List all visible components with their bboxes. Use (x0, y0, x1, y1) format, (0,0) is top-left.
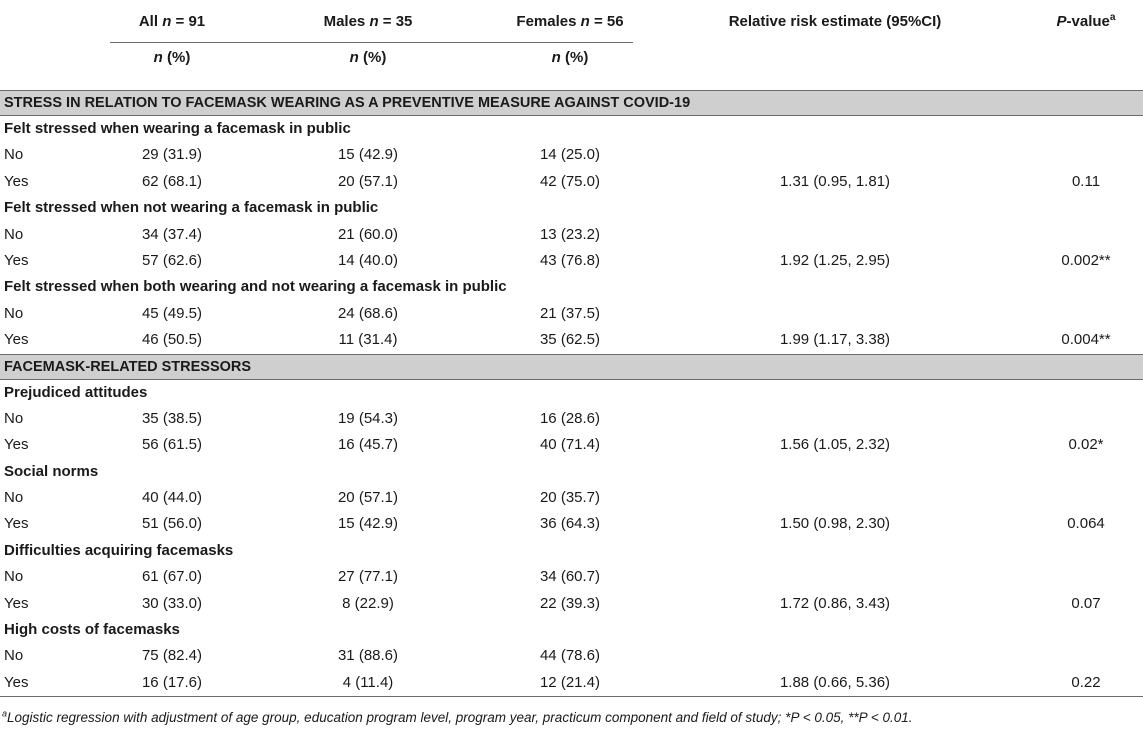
cell-females: 13 (23.2) (539, 225, 601, 243)
cell-all: 30 (33.0) (141, 594, 203, 612)
cell-relative-risk: 1.92 (1.25, 2.95) (779, 251, 891, 269)
cell-males: 8 (22.9) (342, 594, 394, 612)
cell-p-value: 0.22 (1071, 673, 1101, 691)
header-males: Males n = 35 (323, 13, 413, 30)
cell-relative-risk: 1.31 (0.95, 1.81) (779, 172, 891, 190)
cell-relative-risk: 1.99 (1.17, 3.38) (779, 331, 891, 349)
cell-all: 51 (56.0) (141, 515, 203, 533)
row-label: Yes (4, 331, 29, 349)
cell-males: 4 (11.4) (342, 673, 394, 691)
cell-p-value: 0.07 (1071, 594, 1101, 612)
cell-all: 35 (38.5) (141, 409, 203, 427)
question-row (0, 274, 1143, 300)
cell-p-value: 0.002** (1061, 251, 1111, 269)
question-row (0, 617, 1143, 643)
row-label: Yes (4, 673, 29, 691)
cell-females: 12 (21.4) (539, 673, 601, 691)
cell-females: 22 (39.3) (539, 594, 601, 612)
header-subrow (0, 44, 1143, 90)
table-row (0, 327, 1143, 353)
row-label: Yes (4, 594, 29, 612)
row-label: Yes (4, 436, 29, 454)
cell-females: 36 (64.3) (539, 515, 601, 533)
cell-males: 15 (42.9) (337, 146, 399, 164)
row-label: No (4, 304, 24, 322)
header-relative-risk: Relative risk estimate (95%CI) (728, 13, 942, 30)
cell-p-value: 0.02* (1068, 436, 1104, 454)
cell-all: 62 (68.1) (141, 172, 203, 190)
cell-females: 42 (75.0) (539, 172, 601, 190)
cell-males: 24 (68.6) (337, 304, 399, 322)
cell-females: 16 (28.6) (539, 409, 601, 427)
cell-all: 61 (67.0) (141, 568, 203, 586)
cell-all: 57 (62.6) (141, 251, 203, 269)
row-label: No (4, 647, 24, 665)
question-row (0, 116, 1143, 142)
cell-females: 43 (76.8) (539, 251, 601, 269)
cell-males: 20 (57.1) (337, 489, 399, 507)
cell-all: 34 (37.4) (141, 225, 203, 243)
table-row (0, 248, 1143, 274)
cell-females: 35 (62.5) (539, 331, 601, 349)
cell-relative-risk: 1.88 (0.66, 5.36) (779, 673, 891, 691)
question-label: Felt stressed when both wearing and not wearing a facemask in public (4, 278, 507, 296)
question-label: High costs of facemasks (4, 621, 180, 639)
table-row (0, 169, 1143, 195)
table-row (0, 564, 1143, 590)
question-row (0, 459, 1143, 485)
cell-all: 56 (61.5) (141, 436, 203, 454)
header-females: Females n = 56 (516, 13, 624, 30)
cell-males: 14 (40.0) (337, 251, 399, 269)
cell-males: 31 (88.6) (337, 647, 399, 665)
header-all: All n = 91 (138, 13, 206, 30)
table-row (0, 301, 1143, 327)
cell-males: 27 (77.1) (337, 568, 399, 586)
cell-females: 20 (35.7) (539, 489, 601, 507)
section-header: STRESS IN RELATION TO FACEMASK WEARING AS A PREVENTIVE MEASURE AGAINST COVID-19 (0, 90, 1143, 116)
cell-females: 21 (37.5) (539, 304, 601, 322)
header-row (0, 0, 1143, 44)
row-label: No (4, 489, 24, 507)
table-row (0, 485, 1143, 511)
row-label: Yes (4, 172, 29, 190)
table-body (0, 90, 1143, 696)
table-bottom-rule (0, 696, 1143, 697)
cell-all: 75 (82.4) (141, 647, 203, 665)
header-divider (110, 42, 633, 43)
table-row (0, 591, 1143, 617)
table-row (0, 406, 1143, 432)
question-label: Social norms (4, 462, 99, 480)
cell-males: 15 (42.9) (337, 515, 399, 533)
cell-p-value: 0.064 (1067, 515, 1105, 533)
cell-all: 40 (44.0) (141, 489, 203, 507)
cell-p-value: 0.11 (1071, 172, 1101, 190)
question-label: Felt stressed when wearing a facemask in public (4, 120, 351, 137)
cell-all: 46 (50.5) (141, 331, 203, 349)
cell-relative-risk: 1.50 (0.98, 2.30) (779, 515, 891, 533)
subheader-males: n (%) (349, 49, 387, 66)
row-label: Yes (4, 251, 29, 269)
table-row (0, 222, 1143, 248)
question-row (0, 380, 1143, 406)
footnote: $^a$Logistic regression with adjustment of age group, education program level, program year, practicum component and field of study; *P < 0.05, **P < 0.01. (2, 708, 913, 725)
section-header: FACEMASK-RELATED STRESSORS (0, 354, 1143, 380)
question-label: Felt stressed when not wearing a facemask in public (4, 199, 379, 217)
cell-females: 14 (25.0) (539, 146, 601, 164)
table-row (0, 511, 1143, 537)
question-label: Difficulties acquiring facemasks (4, 541, 234, 559)
question-row (0, 195, 1143, 221)
cell-males: 21 (60.0) (337, 225, 399, 243)
question-row (0, 538, 1143, 564)
row-label: No (4, 409, 24, 427)
table-row (0, 670, 1143, 696)
cell-p-value: 0.004** (1061, 331, 1111, 349)
row-label: No (4, 146, 24, 164)
cell-relative-risk: 1.72 (0.86, 3.43) (779, 594, 891, 612)
cell-relative-risk: 1.56 (1.05, 2.32) (779, 436, 891, 454)
cell-all: 45 (49.5) (141, 304, 203, 322)
table-row (0, 142, 1143, 168)
subheader-females: n (%) (551, 49, 589, 66)
cell-males: 19 (54.3) (337, 409, 399, 427)
cell-females: 34 (60.7) (539, 568, 601, 586)
cell-males: 16 (45.7) (337, 436, 399, 454)
subheader-all: n (%) (153, 49, 191, 66)
cell-females: 44 (78.6) (539, 647, 601, 665)
cell-males: 20 (57.1) (337, 172, 399, 190)
row-label: Yes (4, 515, 29, 533)
table-row (0, 432, 1143, 458)
cell-all: 16 (17.6) (141, 673, 203, 691)
cell-males: 11 (31.4) (338, 331, 398, 349)
question-label: Prejudiced attitudes (4, 383, 148, 401)
row-label: No (4, 568, 24, 586)
cell-females: 40 (71.4) (539, 436, 601, 454)
cell-all: 29 (31.9) (141, 146, 203, 164)
row-label: No (4, 225, 24, 243)
table-row (0, 643, 1143, 669)
header-p-value: P-value$^a$ (1056, 12, 1116, 30)
